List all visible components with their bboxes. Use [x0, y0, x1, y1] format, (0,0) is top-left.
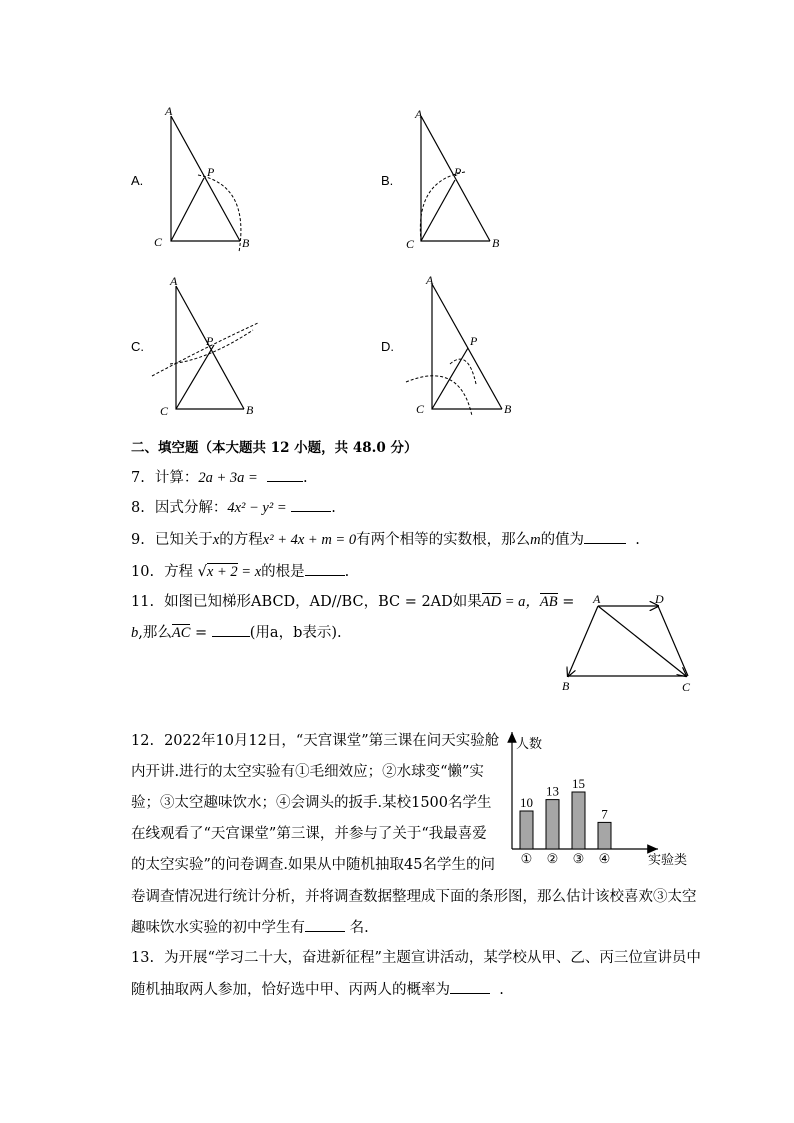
answer-blank[interactable] [305, 561, 345, 576]
bar-3 [572, 792, 585, 849]
category-label: ① [520, 851, 533, 866]
point-c: C [154, 235, 163, 249]
point-a: A [170, 274, 178, 288]
question-7: 7. 计算：2a + 3a = . [131, 467, 308, 488]
point-c: C [406, 237, 415, 251]
bar-2 [546, 800, 559, 849]
point-b: B [492, 236, 500, 250]
question-number: 10. [131, 564, 155, 580]
point-a: A [415, 107, 423, 121]
vector-ad: AD [481, 594, 502, 610]
option-d-label: D. [381, 339, 394, 354]
question-text: 因式分解： [154, 500, 228, 516]
bar-value-label: 10 [520, 795, 533, 810]
bar-value-label: 15 [572, 776, 585, 791]
option-d-diagram [400, 268, 525, 423]
point-c: C [416, 402, 425, 416]
question-13-line2: 随机抽取两人参加，恰好选中甲、丙两人的概率为 . [131, 979, 504, 1000]
point-b: B [562, 679, 570, 693]
bar-4 [598, 822, 611, 849]
answer-blank[interactable] [584, 529, 626, 544]
question-number: 12. [131, 733, 155, 749]
point-b: B [242, 236, 250, 250]
point-p: P [207, 165, 215, 179]
vector-ab: AB [539, 594, 558, 610]
category-label: ② [546, 851, 559, 866]
question-number: 11. [131, 594, 155, 610]
option-b-diagram [395, 100, 525, 260]
bar-1 [520, 811, 533, 849]
x-axis-label: 实验类 [648, 852, 688, 867]
option-b-label: B. [381, 173, 394, 188]
question-10: 10. 方程 √x + 2 = x的根是 . [131, 561, 349, 582]
question-11-line1: 11. 如图已知梯形ABCD，AD//BC，BC = 2AD如果AD = a，AB = [131, 594, 575, 610]
question-13-line1: 13. 为开展“学习二十大，奋进新征程”主题宣讲活动，某学校从甲、乙、丙三位宣讲员中 [131, 950, 701, 966]
question-11-line2: b,那么AC = (用a，b表示). [131, 622, 342, 643]
point-a: A [165, 104, 173, 118]
section-title: 二、填空题（本大题共 12 小题，共 48.0 分） [131, 440, 418, 456]
point-a: A [593, 592, 601, 606]
point-c: C [682, 680, 691, 694]
question-number: 7. [131, 470, 145, 486]
point-b: B [504, 402, 512, 416]
bar-value-label: 13 [546, 783, 559, 799]
option-c-diagram [148, 268, 273, 423]
category-label: ④ [598, 851, 611, 866]
math-expression: 2a + 3a = [198, 470, 258, 486]
math-expression: 4x² − y² = [227, 500, 287, 516]
option-a-label: A. [131, 173, 144, 188]
answer-blank[interactable] [212, 622, 250, 637]
y-axis-label: 人数 [516, 736, 543, 751]
question-text: 计算： [154, 470, 199, 486]
answer-blank[interactable] [450, 979, 490, 994]
question-8: 8. 因式分解：4x² − y² = . [131, 497, 336, 518]
trapezoid-diagram [555, 590, 705, 700]
answer-blank[interactable] [305, 917, 345, 932]
point-b: B [246, 403, 254, 417]
option-c-label: C. [131, 339, 144, 354]
question-9: 9. 已知关于x的方程x² + 4x + m = 0有两个相等的实数根，那么m的值为 . [131, 529, 640, 550]
question-number: 9. [131, 532, 145, 548]
category-label: ③ [572, 851, 585, 866]
vector-ac: AC [171, 625, 191, 641]
math-expression: x² + 4x + m = 0 [262, 532, 357, 548]
answer-blank[interactable] [267, 467, 303, 482]
point-c: C [160, 404, 169, 418]
point-p: P [206, 334, 214, 348]
point-p: P [454, 165, 462, 179]
bar-value-label: 7 [601, 806, 608, 822]
option-a-diagram [140, 100, 270, 260]
answer-blank[interactable] [291, 497, 331, 512]
bar-chart [500, 728, 700, 868]
point-d: D [655, 592, 664, 606]
question-number: 8. [131, 500, 145, 516]
question-number: 13. [131, 950, 155, 966]
point-p: P [470, 334, 478, 348]
sqrt-symbol: √ [197, 564, 207, 580]
point-a: A [426, 273, 434, 287]
